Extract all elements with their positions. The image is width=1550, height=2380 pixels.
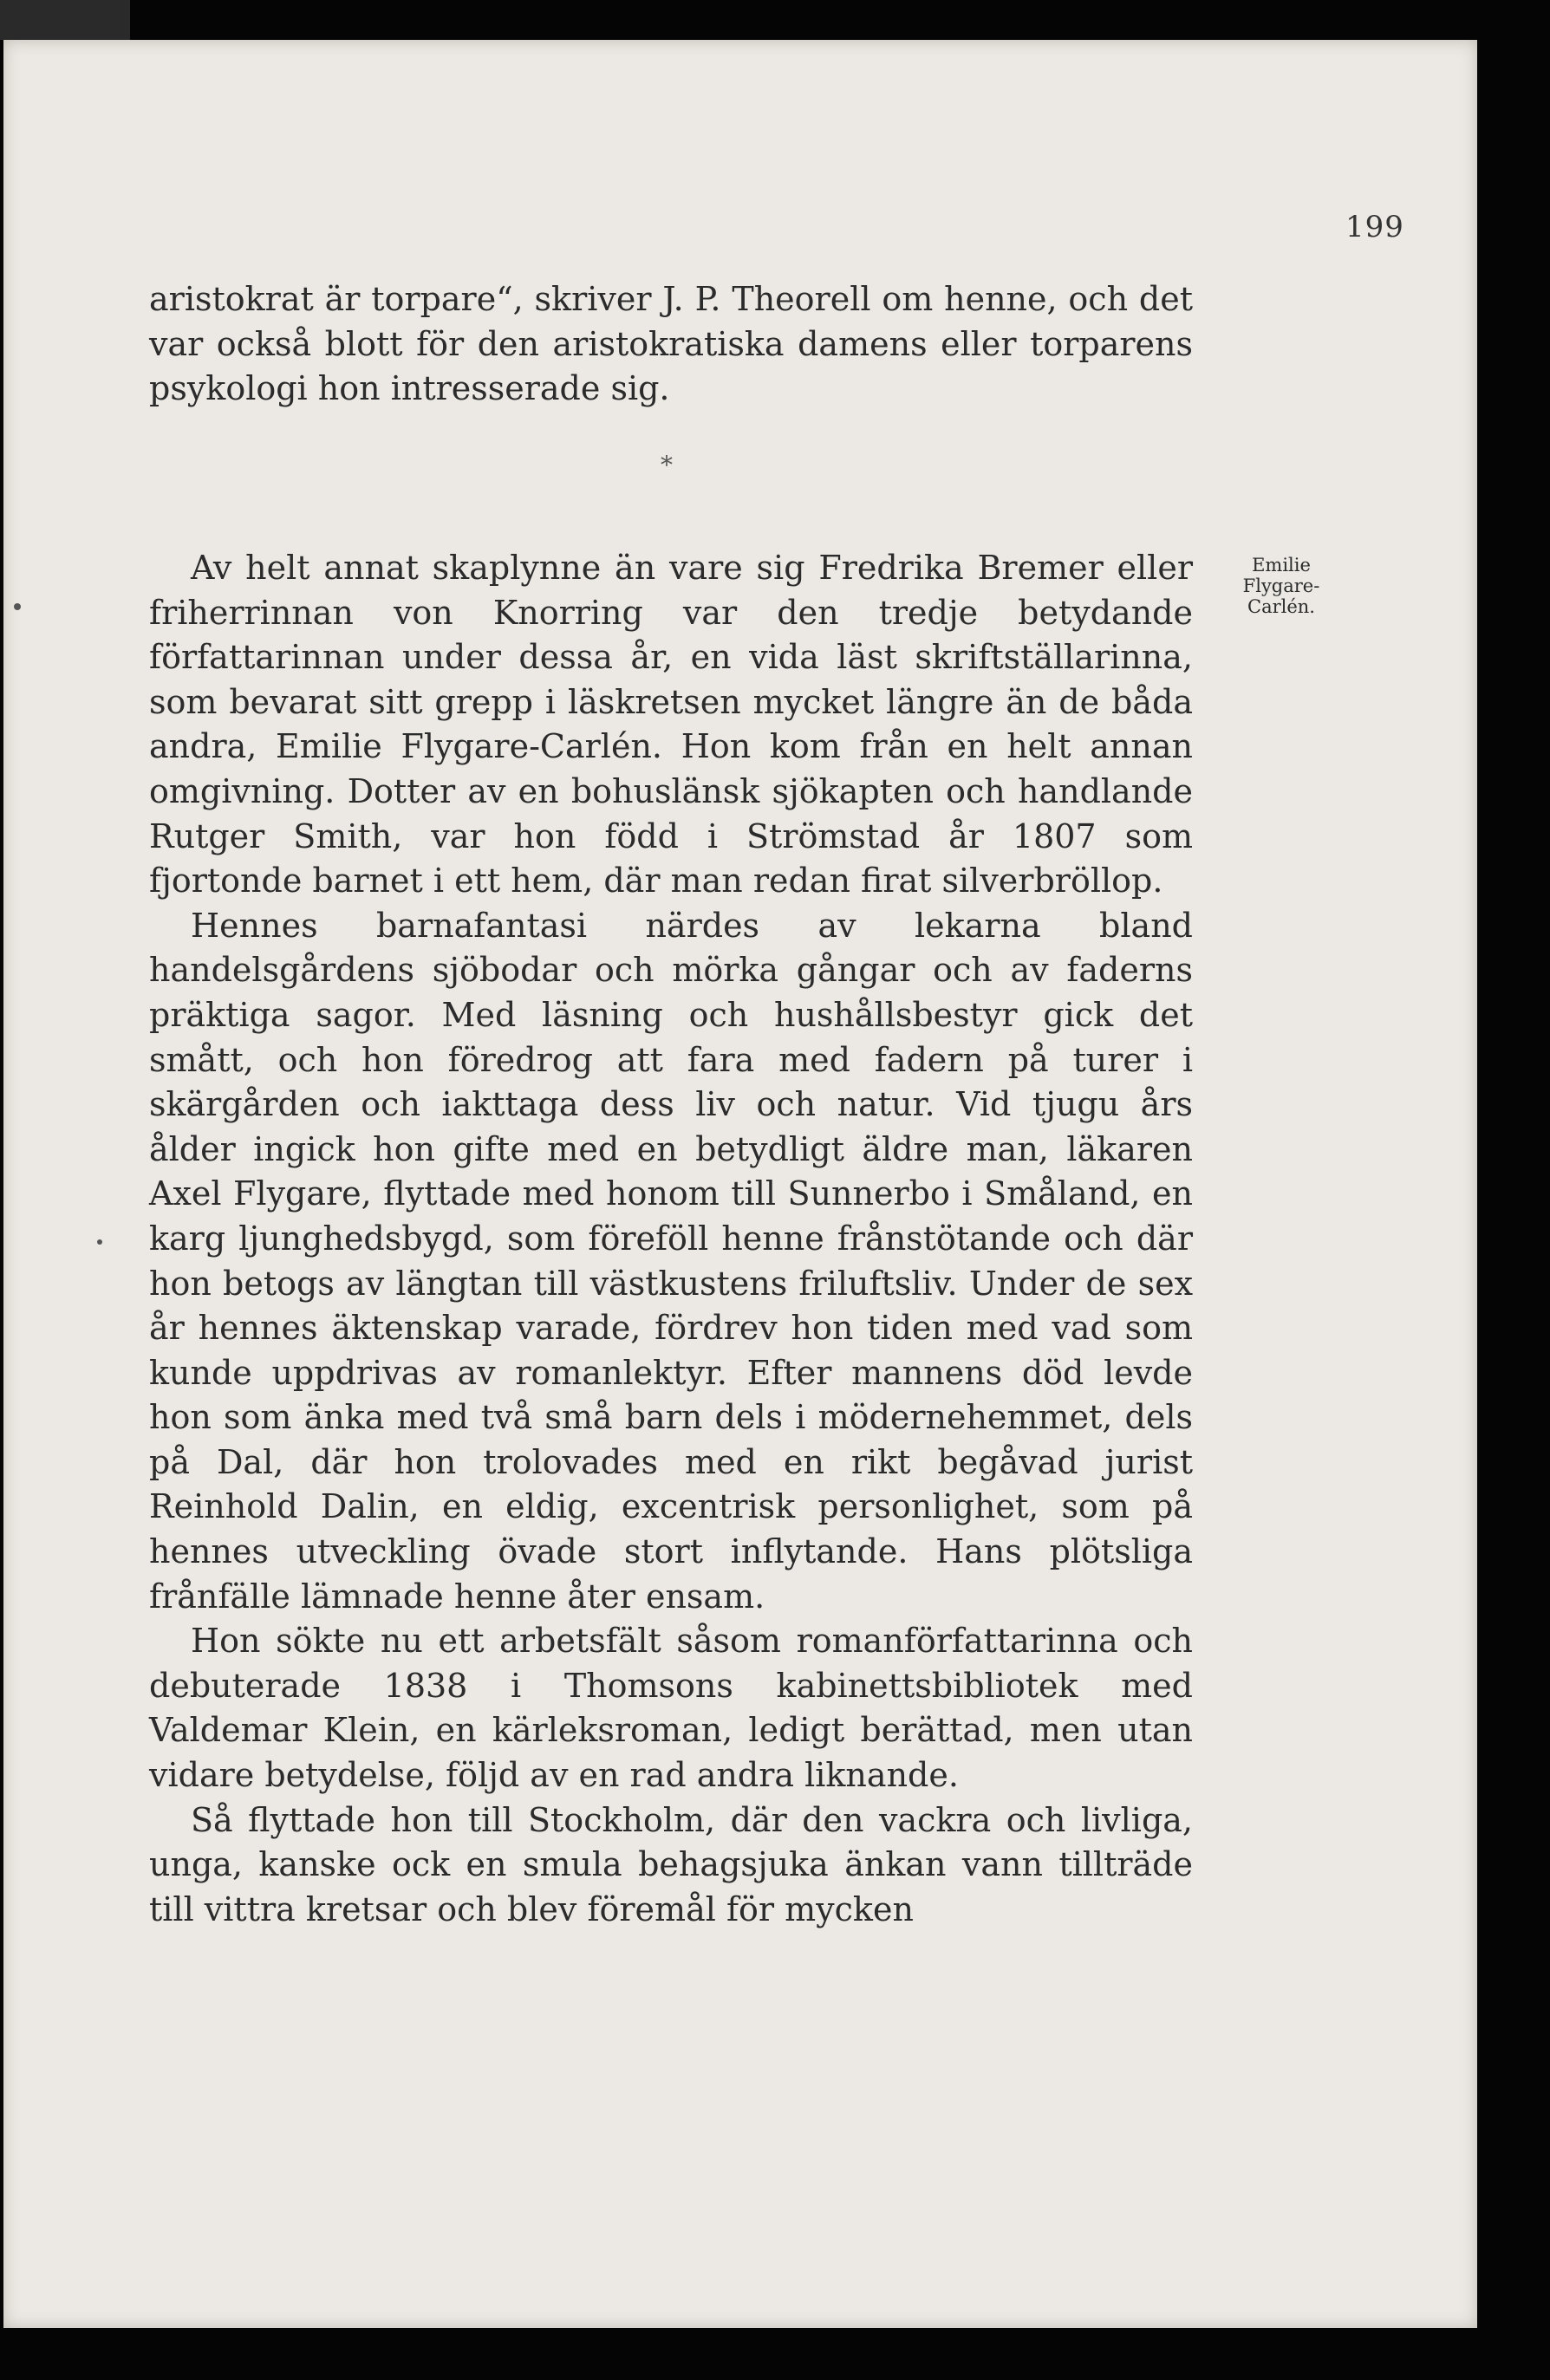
margin-note-line: Flygare- (1242, 575, 1320, 596)
margin-note-line: Emilie (1252, 555, 1311, 575)
paragraph-3: Hon sökte nu ett arbetsfält såsom romanförfattarinna och debuterade 1838 i Thomsons kabinettsbibliotek med Valdemar Klein, en kärleksroman, ledigt berättad, men utan vidare betydelse, följd av en rad andra liknande. (149, 1622, 1193, 1795)
margin-note (1229, 555, 1333, 617)
section-text (149, 546, 1193, 1932)
paragraph-2: Hennes barnafantasi närdes av lekarna bland handelsgårdens sjöbodar och mörka gångar och av faderns präktiga sagor. Med läsning och hushållsbestyr gick det smått, och hon föredrog att fara med fadern på turer i skärgården och iakttaga dess liv och natur. Vid tjugu års ålder ingick hon gifte med en betydligt äldre man, läkaren Axel Flygare, flyttade med honom till Sunnerbo i Småland, en karg ljunghedsbygd, som föreföll henne frånstötande och där hon betogs av längtan till västkustens friluftsliv. Under de sex år hennes äktenskap varade, fördrev hon tiden med vad som kunde uppdrivas av romanlektyr. Efter mannens död levde hon som änka med två små barn dels i mödernehemmet, dels på Dal, där hon trolovades med en rikt begåvad jurist Reinhold Dalin, en eldig, excentrisk personlighet, som på hennes utveckling övade stort inflytande. Hans plötsliga frånfälle lämnade henne åter ensam. (149, 906, 1193, 1616)
page-number: 199 (1345, 210, 1404, 244)
paragraph-4: Så flyttade hon till Stockholm, där den vackra och livliga, unga, kanske ock en smula behagsjuka änkan vann tillträde till vittra kretsar och blev föremål för mycken (149, 1800, 1193, 1928)
margin-note-line: Carlén. (1247, 596, 1315, 617)
scan-speck (97, 1239, 102, 1245)
book-page (3, 40, 1477, 2328)
scan-speck (14, 603, 21, 610)
paragraph-1: Av helt annat skaplynne än vare sig Fredrika Bremer eller friherrinnan von Knorring var den tredje betydande författarinnan under dessa år, en vida läst skriftställarinna, som bevarat sitt grepp i läskretsen mycket längre än de båda andra, Emilie Flygare-Carlén. Hon kom från en helt annan omgivning. Dotter av en bohuslänsk sjökapten och handlande Rutger Smith, var hon född i Strömstad år 1807 som fjortonde barnet i ett hem, där man redan firat silverbröllop. (149, 549, 1193, 901)
opening-paragraph: aristokrat är torpare“, skriver J. P. Theorell om henne, och det var också blott för den aristokratiska damens eller torparens psykologi hon intresserade sig. (149, 280, 1193, 408)
opening-text (149, 277, 1193, 412)
section-separator-asterisk: * (661, 451, 673, 479)
scan-edge-mark (0, 0, 130, 40)
